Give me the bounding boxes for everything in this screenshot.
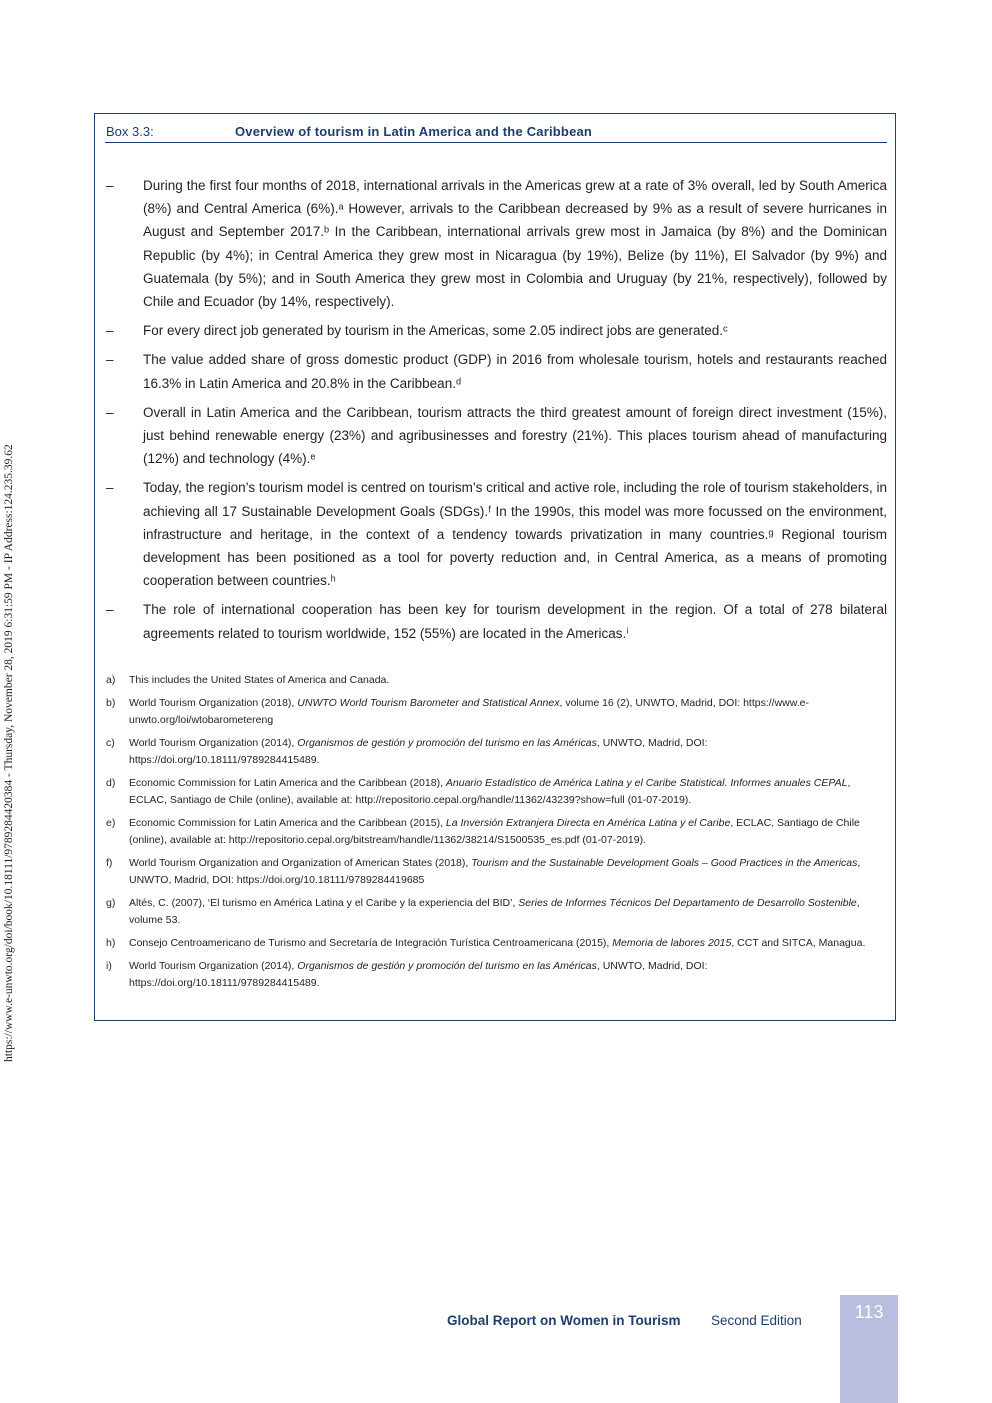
bullet-item (105, 174, 887, 313)
page-number: 113 (854, 1302, 884, 1322)
bullet-text: For every direct job generated by tourism in the Americas, some 2.05 indirect jobs are generated.ᶜ (143, 323, 728, 339)
footnote-letter: a) (106, 674, 116, 686)
bullet-text: The value added share of gross domestic product (GDP) in 2016 from wholesale tourism, hotels and restaurants reached 16.3% in Latin America and 20.8% in the Caribbean.ᵈ (143, 352, 887, 391)
box-header (105, 124, 887, 143)
bullet-dash: – (106, 602, 114, 618)
bullet-dash: – (106, 404, 114, 420)
bullet-dash: – (106, 352, 114, 368)
bullet-item (105, 476, 887, 592)
bullet-item (105, 348, 887, 394)
footnote-list (105, 672, 887, 998)
bullet-text: The role of international cooperation has been key for tourism development in the region. Of a total of 278 bilateral agreements related to tourism worldwide, 152 (55%) are located in the Americas.ⁱ (143, 602, 887, 641)
footnote-text: Economic Commission for Latin America and the Caribbean (2015), La Inversión Extranjera Directa en América Latina y el Caribe, ECLAC, Santiago de Chile (online), available at: http://repositorio.cepal.org/bitstream/handle/11362/38214/S1500535_es.pdf (01-07-2019). (129, 817, 860, 846)
footnote-letter: h) (106, 937, 116, 949)
bullet-dash: – (106, 323, 114, 339)
bullet-text: Overall in Latin America and the Caribbean, tourism attracts the third greatest amount of foreign direct investment (15%), just behind renewable energy (23%) and agribusinesses and forestry (21%). This places tourism ahead of manufacturing (12%) and technology (4%).ᵉ (143, 404, 887, 467)
footer-report-title: Global Report on Women in Tourism (447, 1313, 681, 1328)
footnote-item (105, 855, 887, 889)
footnote-text: World Tourism Organization (2014), Organismos de gestión y promoción del turismo en las Américas, UNWTO, Madrid, DOI: https://doi.org/10.18111/9789284415489. (129, 960, 708, 989)
footnote-item (105, 672, 887, 689)
box-3-3 (94, 113, 896, 1021)
footnote-text: This includes the United States of America and Canada. (129, 674, 390, 686)
footnote-letter: b) (106, 697, 116, 709)
footer-edition: Second Edition (711, 1313, 802, 1328)
footnote-letter: f) (106, 857, 113, 869)
footnote-letter: i) (106, 960, 112, 972)
footnote-text: World Tourism Organization (2014), Organismos de gestión y promoción del turismo en las Américas, UNWTO, Madrid, DOI: https://doi.org/10.18111/9789284415489. (129, 737, 708, 766)
box-label: Box 3.3: (106, 124, 154, 139)
footnote-item (105, 935, 887, 952)
download-watermark: https://www.e-unwto.org/doi/book/10.18111/9789284420384 - Thursday, November 28, 2019 6:31:59 PM - IP Address:124.235.39.62 (3, 444, 15, 1062)
footnote-letter: e) (106, 817, 116, 829)
footnote-text: World Tourism Organization and Organization of American States (2018), Tourism and the Sustainable Development Goals – Good Practices in the Americas, UNWTO, Madrid, DOI: https://doi.org/10.18111/9789284419685 (129, 857, 861, 886)
bullet-dash: – (106, 480, 114, 496)
footnote-text: Altés, C. (2007), ‘El turismo en América Latina y el Caribe y la experiencia del BID’, Series de Informes Técnicos Del Departamento de Desarrollo Sostenible, volume 53. (129, 897, 860, 926)
footnote-letter: g) (106, 897, 116, 909)
bullet-item (105, 401, 887, 471)
footnote-item (105, 815, 887, 849)
footnote-item (105, 958, 887, 992)
footnote-letter: d) (106, 777, 116, 789)
bullet-text: During the first four months of 2018, international arrivals in the Americas grew at a rate of 3% overall, led by South America (8%) and Central America (6%).ᵃ However, arrivals to the Caribbean decreased by 9% as a result of severe hurricanes in August and September 2017.ᵇ In the Caribbean, international arrivals grew most in Jamaica (by 8%) and the Dominican Republic (by 4%); in Central America they grew most in Nicaragua (by 19%), Belize (by 11%), El Salvador (by 9%) and Guatemala (by 5%); and in South America they grew most in Colombia and Uruguay (by 21%, respectively), followed by Chile and Ecuador (by 14%, respectively). (143, 178, 887, 310)
bullet-text: Today, the region’s tourism model is centred on tourism’s critical and active role, including the role of tourism stakeholders, in achieving all 17 Sustainable Development Goals (SDGs).ᶠ In the 1990s, this model was more focussed on the environment, infrastructure and heritage, in the context of a tendency towards privatization in many countries.ᵍ Regional tourism development has been positioned as a tool for poverty reduction and, in Central America, as a means of promoting cooperation between countries.ʰ (143, 480, 887, 589)
footnote-text: World Tourism Organization (2018), UNWTO World Tourism Barometer and Statistical Annex, volume 16 (2), UNWTO, Madrid, DOI: https://www.e-unwto.org/loi/wtobarometereng (129, 697, 810, 726)
footnote-item (105, 695, 887, 729)
bullet-dash: – (106, 178, 114, 193)
bullet-item (105, 598, 887, 644)
footnote-text: Economic Commission for Latin America and the Caribbean (2018), Anuario Estadístico de América Latina y el Caribe Statistical. Informes anuales CEPAL, ECLAC, Santiago de Chile (online), available at: http://repositorio.cepal.org/handle/11362/43239?show=full (01-07-2019). (129, 777, 851, 806)
bullet-list (105, 174, 887, 651)
bullet-item (105, 319, 887, 342)
box-title: Overview of tourism in Latin America and the Caribbean (235, 124, 593, 139)
footnote-text: Consejo Centroamericano de Turismo and Secretaría de Integración Turística Centroamericana (2015), Memoria de labores 2015, CCT and SITCA, Managua. (129, 937, 866, 949)
footnote-item (105, 735, 887, 769)
footnote-item (105, 775, 887, 809)
footnote-letter: c) (106, 737, 115, 749)
footnote-item (105, 895, 887, 929)
page-number-tab (840, 1295, 898, 1403)
